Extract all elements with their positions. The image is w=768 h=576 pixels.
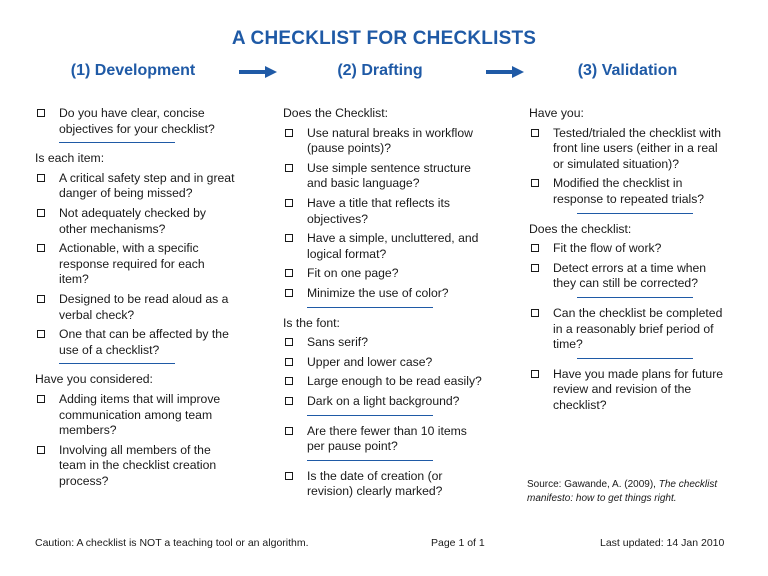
checkbox-icon[interactable] xyxy=(285,199,293,207)
checklist-item[interactable]: Adding items that will improve communication among team members? xyxy=(35,392,235,439)
checkbox-icon[interactable] xyxy=(37,395,45,403)
checkbox-icon[interactable] xyxy=(37,174,45,182)
validation-column xyxy=(529,106,729,418)
divider xyxy=(59,363,175,364)
checklist-item[interactable]: Are there fewer than 10 items per pause point? xyxy=(283,424,483,455)
checklist-item[interactable]: Modified the checklist in response to repeated trials? xyxy=(529,176,729,207)
drafting-heading: (2) Drafting xyxy=(337,62,423,79)
last-updated: Last updated: 14 Jan 2010 xyxy=(600,537,725,549)
divider xyxy=(307,307,433,308)
checkbox-icon[interactable] xyxy=(285,234,293,242)
checkbox-icon[interactable] xyxy=(285,338,293,346)
checkbox-icon[interactable] xyxy=(531,370,539,378)
source-citation: Source: Gawande, A. (2009), The checklist manifesto: how to get things right. xyxy=(527,479,718,504)
divider xyxy=(577,358,693,359)
checkbox-icon[interactable] xyxy=(531,244,539,252)
checklist-item[interactable]: Actionable, with a specific response required for each item? xyxy=(35,241,235,288)
page-title: A CHECKLIST FOR CHECKLISTS xyxy=(231,28,537,49)
divider xyxy=(577,213,693,214)
checklist-item[interactable]: Fit the flow of work? xyxy=(529,241,729,257)
checkbox-icon[interactable] xyxy=(37,446,45,454)
checkbox-icon[interactable] xyxy=(37,209,45,217)
checklist-item[interactable]: Tested/trialed the checklist with front line users (either in a real or simulated situation)? xyxy=(529,126,729,173)
checklist-item[interactable]: Have a title that reflects its objectives? xyxy=(283,196,483,227)
checklist-item[interactable]: One that can be affected by the use of a checklist? xyxy=(35,327,235,358)
checkbox-icon[interactable] xyxy=(285,358,293,366)
section-lead: Is the font: xyxy=(283,315,340,330)
drafting-column xyxy=(283,106,483,504)
section-lead: Have you: xyxy=(529,106,584,120)
section-lead: Does the checklist: xyxy=(529,221,632,236)
page-number: Page 1 of 1 xyxy=(431,537,485,549)
checklist-item[interactable]: Can the checklist be completed in a reasonably brief period of time? xyxy=(529,306,729,353)
development-heading: (1) Development xyxy=(70,62,196,79)
caution-note: Caution: A checklist is NOT a teaching tool or an algorithm. xyxy=(35,537,309,549)
checkbox-icon[interactable] xyxy=(37,109,45,117)
checkbox-icon[interactable] xyxy=(285,377,293,385)
checklist-item[interactable]: Fit on one page? xyxy=(283,266,483,282)
divider xyxy=(307,460,433,461)
arrow-right-icon xyxy=(239,66,277,78)
checkbox-icon[interactable] xyxy=(285,472,293,480)
checkbox-icon[interactable] xyxy=(531,129,539,137)
checkbox-icon[interactable] xyxy=(531,264,539,272)
development-column xyxy=(35,106,235,493)
checklist-item[interactable]: Upper and lower case? xyxy=(283,355,483,371)
checklist-item[interactable]: Have a simple, uncluttered, and logical format? xyxy=(283,231,483,262)
validation-heading: (3) Validation xyxy=(577,62,678,79)
checklist-item[interactable]: Use simple sentence structure and basic language? xyxy=(283,161,483,192)
checklist-item[interactable]: Not adequately checked by other mechanisms? xyxy=(35,206,235,237)
checklist-item[interactable]: Designed to be read aloud as a verbal check? xyxy=(35,292,235,323)
checkbox-icon[interactable] xyxy=(37,244,45,252)
checklist-item[interactable]: Use natural breaks in workflow (pause points)? xyxy=(283,126,483,157)
checkbox-icon[interactable] xyxy=(285,397,293,405)
section-lead: Have you considered: xyxy=(35,372,153,387)
divider xyxy=(307,415,433,416)
checklist-item[interactable]: Have you made plans for future review and revision of the checklist? xyxy=(529,367,729,414)
checklist-item[interactable]: Do you have clear, concise objectives for your checklist? xyxy=(35,106,235,137)
checkbox-icon[interactable] xyxy=(531,179,539,187)
checkbox-icon[interactable] xyxy=(285,269,293,277)
divider xyxy=(59,142,175,143)
checkbox-icon[interactable] xyxy=(285,289,293,297)
checkbox-icon[interactable] xyxy=(37,330,45,338)
checkbox-icon[interactable] xyxy=(285,427,293,435)
checklist-item[interactable]: Minimize the use of color? xyxy=(283,286,483,302)
checkbox-icon[interactable] xyxy=(285,129,293,137)
checklist-item[interactable]: Detect errors at a time when they can still be corrected? xyxy=(529,261,729,292)
divider xyxy=(577,297,693,298)
checkbox-icon[interactable] xyxy=(531,309,539,317)
checklist-item[interactable]: Large enough to be read easily? xyxy=(283,374,483,390)
checklist-item[interactable]: Involving all members of the team in the checklist creation process? xyxy=(35,443,235,490)
section-lead: Does the Checklist: xyxy=(283,106,388,120)
checkbox-icon[interactable] xyxy=(37,295,45,303)
checkbox-icon[interactable] xyxy=(285,164,293,172)
checklist-item[interactable]: Dark on a light background? xyxy=(283,394,483,410)
checklist-item[interactable]: Is the date of creation (or revision) clearly marked? xyxy=(283,469,483,500)
section-lead: Is each item: xyxy=(35,151,105,166)
checklist-item[interactable]: Sans serif? xyxy=(283,335,483,351)
arrow-right-icon xyxy=(486,66,524,78)
checklist-item[interactable]: A critical safety step and in great danger of being missed? xyxy=(35,171,235,202)
